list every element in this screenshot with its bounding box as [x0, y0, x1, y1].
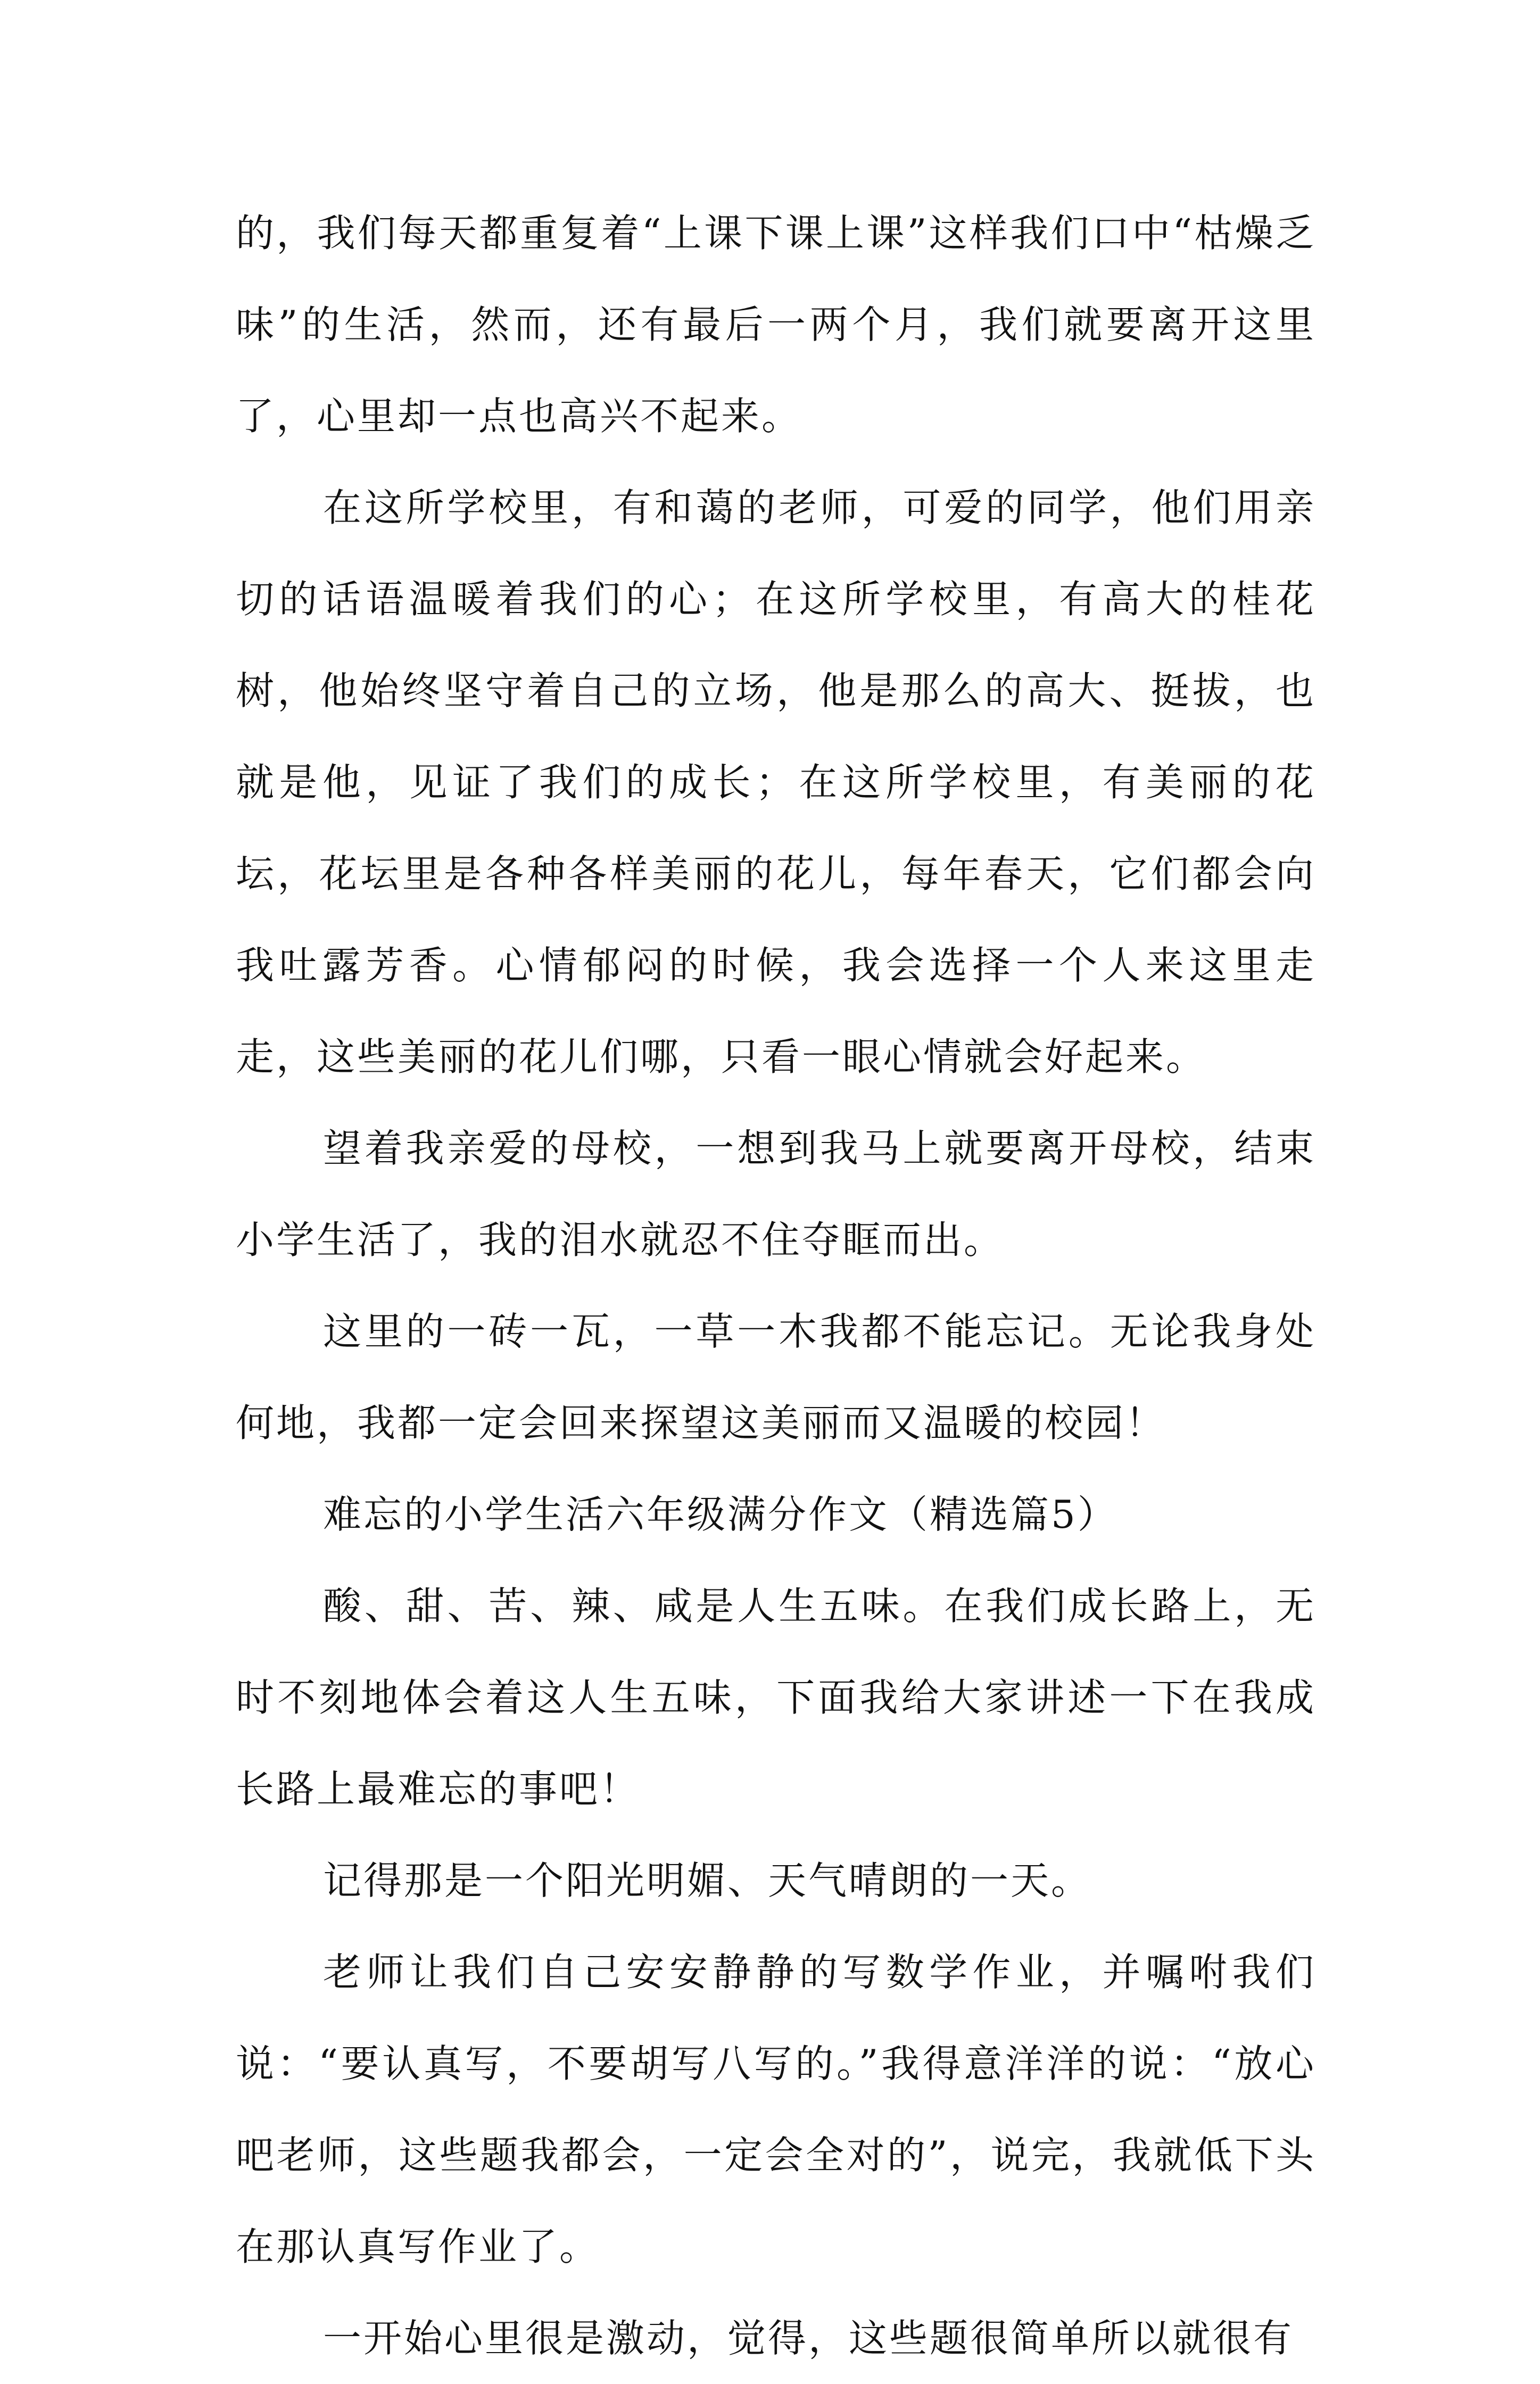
paragraph: 记得那是一个阳光明媚、天气晴朗的一天。 [323, 1858, 1092, 1903]
paragraph: 望着我亲爱的母校，一想到我马上就要离开母校，结束小学生活了，我的泪水就忍不住夺眶而出。 [236, 1126, 1316, 1262]
paragraph: 在这所学校里，有和蔼的老师，可爱的同学，他们用亲切的话语温暖着我们的心；在这所学校里，有高大的桂花树，他始终坚守着自己的立场，他是那么的高大、挺拔，也就是他，见证了我们的成长；在这所学校里，有美丽的花坛，花坛里是各种各样美丽的花儿，每年春天，它们都会向我吐露芳香。心情郁闷的时候，我会选择一个人来这里走走，这些美丽的花儿们哪，只看一眼心情就会好起来。 [236, 485, 1316, 1079]
paragraph: 的，我们每天都重复着“上课下课上课”这样我们口中“枯燥乏味”的生活，然而，还有最后一两个月，我们就要离开这里了，心里却一点也高兴不起来。 [236, 211, 1316, 438]
paragraph: 老师让我们自己安安静静的写数学作业，并嘱咐我们说：“要认真写，不要胡写八写的。”我得意洋洋的说：“放心吧老师，这些题我都会，一定会全对的”，说完，我就低下头在那认真写作业了。 [236, 1950, 1316, 2269]
body-text [236, 187, 1316, 2384]
paragraph: 这里的一砖一瓦，一草一木我都不能忘记。无论我身处何地，我都一定会回来探望这美丽而又温暖的校园！ [236, 1309, 1316, 1445]
paragraph: 一开始心里很是激动，觉得，这些题很简单所以就很有 [323, 2316, 1294, 2361]
paragraph: 酸、甜、苦、辣、咸是人生五味。在我们成长路上，无时不刻地体会着这人生五味，下面我给大家讲述一下在我成长路上最难忘的事吧！ [236, 1584, 1316, 1811]
section-heading: 难忘的小学生活六年级满分作文（精选篇5） [323, 1492, 1118, 1537]
